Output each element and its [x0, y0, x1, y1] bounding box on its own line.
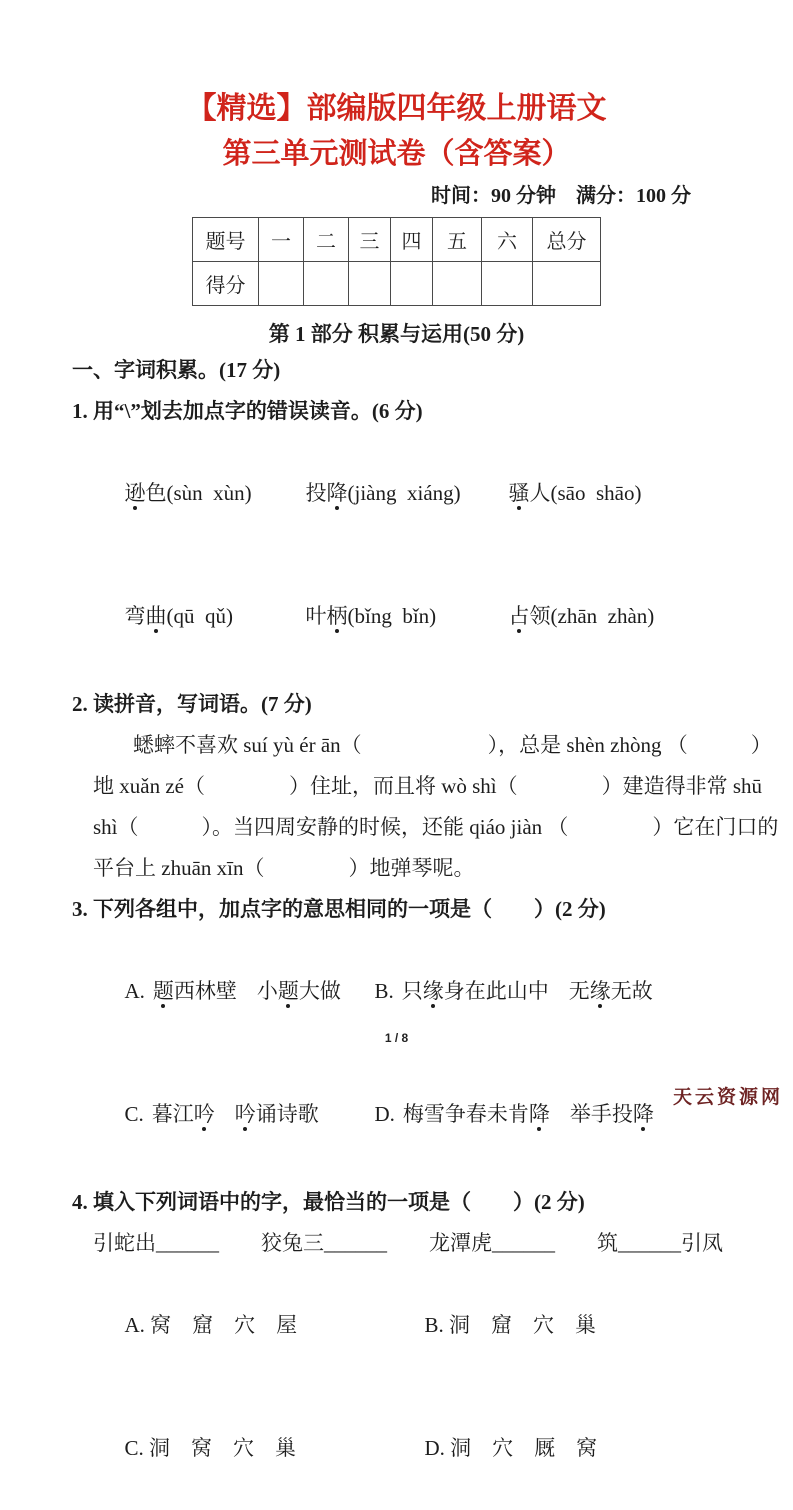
q2-line3: shì（ ）。当四周安静的时候，还能 qiáo jiàn （ ）它在门口的: [93, 815, 779, 839]
word-pre: 弯: [124, 604, 146, 628]
word-post: 无故: [610, 979, 653, 1003]
dotted-char: 骚: [508, 481, 530, 505]
option-phrase: [152, 1102, 215, 1126]
word-post: 领(zhān zhàn): [529, 604, 655, 628]
score-empty-cell: [533, 262, 601, 306]
option-phrase: [569, 979, 653, 1003]
dotted-char: 占: [508, 604, 530, 628]
score-table-header-cell: 三: [349, 218, 391, 262]
word-post: 身在此山中: [443, 979, 549, 1003]
q4-options-row2: [72, 1387, 793, 1510]
option-phrase: [570, 1102, 654, 1126]
q1-word: [125, 473, 306, 514]
word-post: (jiàng xiáng): [347, 481, 461, 505]
dotted-char: 吟: [234, 1102, 256, 1126]
word-pre: 叶: [305, 604, 327, 628]
q4-blanks-line: 引蛇出______ 狡兔三______ 龙潭虎______ 筑______引凤: [93, 1231, 723, 1255]
option-c: C. 洞 窝 穴 巢: [124, 1436, 297, 1460]
option-label: B.: [374, 979, 394, 1003]
score-table: [192, 217, 601, 306]
dotted-char: 缘: [589, 979, 611, 1003]
word-pre: 小: [256, 979, 278, 1003]
word-pre: 只: [401, 979, 423, 1003]
watermark: 天云资源网: [672, 1087, 783, 1108]
option-label: C.: [124, 1102, 144, 1126]
q3-options-row2: [72, 1053, 793, 1176]
score-empty-cell: [482, 262, 533, 306]
option-b: [375, 971, 673, 1012]
score-table-header-row: [193, 218, 601, 262]
doc-title-line2: 第三单元测试卷（含答案）: [222, 138, 571, 170]
score-empty-cell: [304, 262, 349, 306]
q2-line1: 蟋蟀不喜欢 suí yù ér ān（ ），总是 shèn zhòng （ ）: [133, 733, 772, 757]
option-c: [125, 1094, 375, 1135]
q3-stem: 3. 下列各组中，加点字的意思相同的一项是（ ）(2 分): [72, 897, 606, 921]
option-phrase: [403, 1102, 550, 1126]
time-fullscore-line: 时间：90 分钟 满分：100 分: [431, 185, 691, 207]
q1-stem: 1. 用“\”划去加点字的错误读音。(6 分): [72, 399, 423, 423]
option-label: D.: [374, 1102, 395, 1126]
word-post: 色(sùn xùn): [145, 481, 252, 505]
word-pre: 举手投: [569, 1102, 633, 1126]
score-label-cell: 得分: [193, 262, 259, 306]
score-table-header-cell: 一: [259, 218, 304, 262]
word-pre: 暮江: [151, 1102, 194, 1126]
q1-words-row1: [72, 432, 793, 555]
score-empty-cell: [349, 262, 391, 306]
option-phrase: [235, 1102, 319, 1126]
word-pre: 梅雪争春未肯: [402, 1102, 529, 1126]
option-d: [375, 1094, 674, 1135]
score-empty-cell: [259, 262, 304, 306]
score-table-header-cell: 二: [304, 218, 349, 262]
q2-stem: 2. 读拼音，写词语。(7 分): [72, 692, 312, 716]
word-post: 大做: [298, 979, 341, 1003]
dotted-char: 吟: [193, 1102, 215, 1126]
option-phrase: [257, 979, 341, 1003]
word-pre: 投: [305, 481, 327, 505]
word-post: (bǐng bǐn): [347, 604, 437, 628]
option-d: D. 洞 穴 厩 窝: [424, 1436, 598, 1460]
word-post: (qū qǔ): [166, 604, 233, 628]
q4-stem: 4. 填入下列词语中的字，最恰当的一项是（ ）(2 分): [72, 1190, 585, 1214]
option-label: A.: [124, 979, 145, 1003]
score-table-header-cell: 题号: [193, 218, 259, 262]
dotted-char: 曲: [145, 604, 167, 628]
option-b: B. 洞 窟 穴 巢: [424, 1313, 597, 1337]
q1-words-row2: [72, 555, 793, 678]
q1-word: [509, 596, 655, 637]
option-phrase: [153, 979, 237, 1003]
option-a: [125, 971, 375, 1012]
score-table-header-cell: 总分: [533, 218, 601, 262]
q4-options-row1: [72, 1264, 793, 1387]
dotted-char: 题: [152, 979, 174, 1003]
dotted-char: 降: [326, 481, 348, 505]
q2-line4: 平台上 zhuān xīn（ ）地弹琴呢。: [93, 856, 475, 880]
part1-heading: 第 1 部分 积累与运用(50 分): [268, 322, 525, 346]
dotted-char: 柄: [326, 604, 348, 628]
dotted-char: 缘: [422, 979, 444, 1003]
score-table-header-cell: 五: [433, 218, 482, 262]
score-empty-cell: [433, 262, 482, 306]
score-table-header-cell: 四: [391, 218, 433, 262]
option-a: A. 窝 窟 穴 屋: [124, 1313, 298, 1337]
word-post: 人(sāo shāo): [529, 481, 642, 505]
doc-title-line1: 【精选】部编版四年级上册语文: [186, 92, 607, 125]
dotted-char: 降: [528, 1102, 550, 1126]
word-post: 西林壁: [173, 979, 237, 1003]
q1-word: [509, 473, 642, 514]
score-table-score-row: [193, 262, 601, 306]
paper-body: [0, 350, 793, 1510]
dotted-char: 逊: [124, 481, 146, 505]
q1-word: [306, 473, 509, 514]
section1-title: 一、字词积累。(17 分): [72, 358, 281, 382]
q1-word: [125, 596, 306, 637]
word-pre: 无: [568, 979, 590, 1003]
dotted-char: 降: [632, 1102, 654, 1126]
score-empty-cell: [391, 262, 433, 306]
word-post: 诵诗歌: [255, 1102, 319, 1126]
page-number: 1 / 8: [384, 1031, 409, 1045]
q1-word: [306, 596, 509, 637]
option-phrase: [402, 979, 549, 1003]
dotted-char: 题: [277, 979, 299, 1003]
score-table-header-cell: 六: [482, 218, 533, 262]
q2-line2: 地 xuǎn zé（ ）住址，而且将 wò shì（ ）建造得非常 shū: [93, 774, 763, 798]
